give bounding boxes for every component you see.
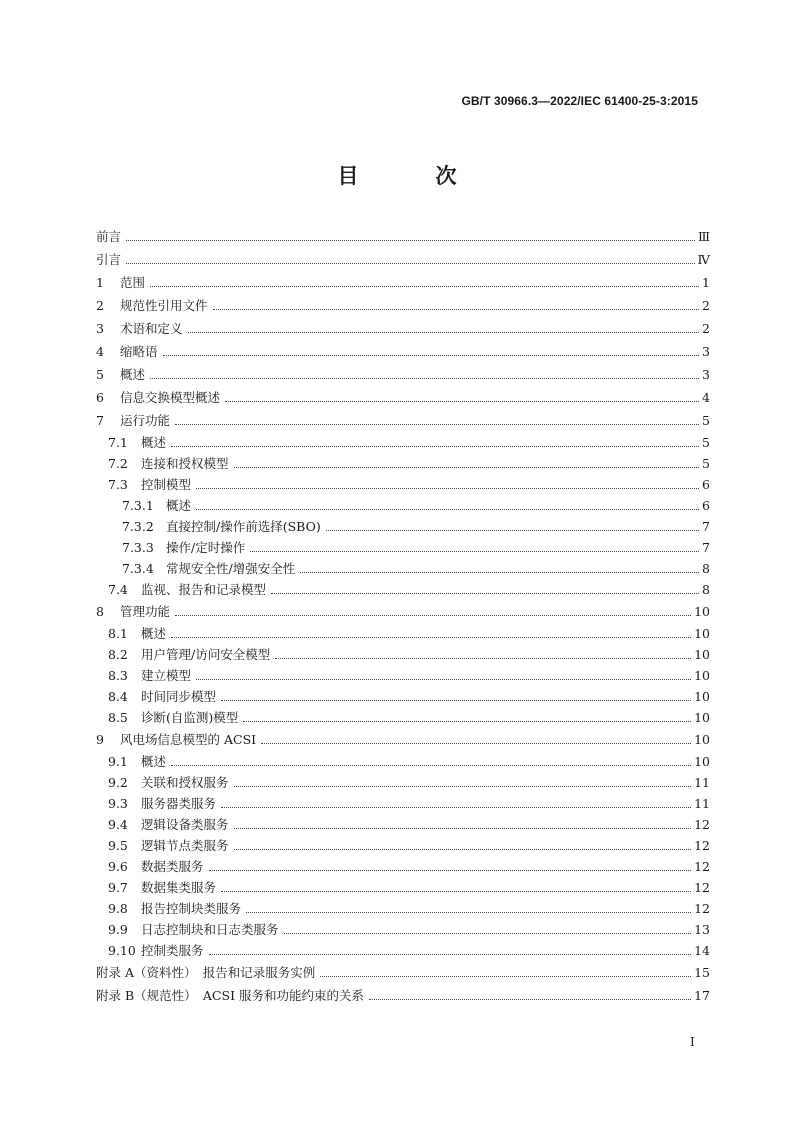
- toc-entry-number: 9.3: [108, 796, 128, 811]
- toc-entry-page: 10: [694, 604, 710, 619]
- toc-entry-number: 7.3: [108, 477, 128, 492]
- toc-entry-title: 概述: [120, 367, 146, 382]
- toc-entry[interactable]: [96, 579, 710, 600]
- toc-leader-dots: [175, 614, 691, 616]
- toc-entry[interactable]: [96, 940, 710, 961]
- toc-leader-dots: [126, 262, 694, 264]
- toc-entry-page: 17: [694, 988, 710, 1003]
- toc-leader-dots: [275, 657, 691, 659]
- toc-entry-title: 引言: [96, 252, 122, 267]
- toc-entry-page: 10: [694, 689, 710, 704]
- toc-entry-page: 10: [694, 710, 710, 725]
- toc-entry[interactable]: [96, 363, 710, 386]
- toc-entry-title: 风电场信息模型的 ACSI: [120, 732, 257, 747]
- toc-entry[interactable]: [96, 898, 710, 919]
- toc-entry-title: 运行功能: [120, 413, 171, 428]
- toc-entry-number: 9.7: [108, 880, 128, 895]
- toc-entry-page: 7: [702, 519, 710, 534]
- toc-leader-dots: [171, 445, 699, 447]
- toc-entry-title: 建立模型: [141, 668, 192, 683]
- toc-entry-page: 10: [694, 668, 710, 683]
- toc-entry-number: 2: [96, 298, 104, 313]
- toc-entry-page: 12: [694, 901, 710, 916]
- toc-entry-title: 术语和定义: [120, 321, 183, 336]
- toc-entry-page: 12: [694, 838, 710, 853]
- toc-entry[interactable]: [96, 728, 710, 751]
- toc-entry[interactable]: [96, 453, 710, 474]
- toc-entry-page: 12: [694, 817, 710, 832]
- toc-entry-title: 数据集类服务: [141, 880, 217, 895]
- toc-entry-title: 概述: [141, 626, 167, 641]
- toc-entry-title: 数据类服务: [141, 859, 204, 874]
- toc-entry-page: 12: [694, 880, 710, 895]
- toc-entry[interactable]: [96, 835, 710, 856]
- toc-entry[interactable]: [96, 225, 710, 248]
- toc-entry-page: 15: [694, 965, 710, 980]
- toc-entry-number: 8: [96, 604, 104, 619]
- toc-entry[interactable]: [96, 248, 710, 271]
- toc-entry-number: 9.8: [108, 901, 128, 916]
- toc-entry[interactable]: [96, 919, 710, 940]
- toc-entry[interactable]: [96, 474, 710, 495]
- toc-entry-page: Ⅲ: [697, 229, 710, 244]
- toc-leader-dots: [196, 508, 699, 510]
- toc-entry-number: 5: [96, 367, 104, 382]
- toc-leader-dots: [246, 911, 691, 913]
- toc-entry[interactable]: [96, 665, 710, 686]
- page-title: 目 次: [337, 164, 485, 188]
- toc-entry-page: 1: [702, 275, 710, 290]
- toc-entry-page: 5: [702, 413, 710, 428]
- toc-leader-dots: [225, 400, 699, 402]
- toc-entry-page: Ⅳ: [697, 252, 710, 267]
- toc-leader-dots: [163, 354, 699, 356]
- toc-entry-number: 9.2: [108, 775, 128, 790]
- toc-entry-title: 时间同步模型: [141, 689, 217, 704]
- toc-entry[interactable]: [96, 386, 710, 409]
- toc-entry-page: 6: [702, 477, 710, 492]
- toc-entry-title: 连接和授权模型: [141, 456, 229, 471]
- toc-entry[interactable]: [96, 751, 710, 772]
- toc-entry[interactable]: [96, 772, 710, 793]
- toc-entry-page: 6: [702, 498, 710, 513]
- toc-entry-number: 9.10: [108, 943, 136, 958]
- toc-entry-title: 控制类服务: [141, 943, 204, 958]
- toc-entry-title: 日志控制块和日志类服务: [141, 922, 279, 937]
- toc-leader-dots: [234, 827, 692, 829]
- toc-entry[interactable]: [96, 294, 710, 317]
- toc-entry-title: 报告控制块类服务: [141, 901, 242, 916]
- toc-leader-dots: [234, 785, 692, 787]
- toc-entry[interactable]: [96, 961, 710, 984]
- toc-entry-number: 7.3.2: [122, 519, 154, 534]
- toc-entry[interactable]: [96, 984, 710, 1007]
- toc-leader-dots: [326, 529, 699, 531]
- toc-leader-dots: [209, 869, 692, 871]
- toc-entry-number: 1: [96, 275, 104, 290]
- toc-leader-dots: [369, 998, 691, 1000]
- toc-entry-number: 9.5: [108, 838, 128, 853]
- toc-leader-dots: [284, 932, 692, 934]
- toc-leader-dots: [171, 764, 691, 766]
- toc-entry-number: 7.1: [108, 435, 128, 450]
- toc-entry-page: 3: [702, 344, 710, 359]
- toc-entry-title: 信息交换模型概述: [120, 390, 221, 405]
- toc-entry-title: 概述: [166, 498, 192, 513]
- toc-leader-dots: [175, 423, 699, 425]
- toc-entry[interactable]: [96, 432, 710, 453]
- toc-entry-page: 8: [702, 561, 710, 576]
- toc-entry[interactable]: [96, 537, 710, 558]
- toc-entry[interactable]: [96, 707, 710, 728]
- toc-entry-page: 2: [702, 298, 710, 313]
- toc-entry-page: 11: [694, 775, 710, 790]
- toc-leader-dots: [221, 890, 691, 892]
- toc-entry[interactable]: [96, 686, 710, 707]
- toc-leader-dots: [271, 592, 699, 594]
- toc-entry-number: 7.3.3: [122, 540, 154, 555]
- table-of-contents: [96, 225, 710, 1007]
- toc-entry-number: 7: [96, 413, 104, 428]
- toc-entry-page: 10: [694, 626, 710, 641]
- toc-entry-page: 7: [702, 540, 710, 555]
- toc-entry-number: 3: [96, 321, 104, 336]
- toc-leader-dots: [171, 636, 691, 638]
- toc-entry-title: 附录 A（资料性） 报告和记录服务实例: [96, 965, 316, 980]
- page-number: I: [690, 1035, 695, 1049]
- toc-leader-dots: [209, 953, 692, 955]
- toc-leader-dots: [243, 720, 691, 722]
- toc-entry-page: 12: [694, 859, 710, 874]
- toc-entry-title: 服务器类服务: [141, 796, 217, 811]
- toc-leader-dots: [213, 308, 699, 310]
- toc-entry-number: 6: [96, 390, 104, 405]
- toc-entry-number: 8.2: [108, 647, 128, 662]
- toc-entry-title: 直接控制/操作前选择(SBO): [166, 519, 321, 534]
- toc-entry-number: 7.2: [108, 456, 128, 471]
- toc-leader-dots: [234, 848, 692, 850]
- toc-entry-page: 5: [702, 435, 710, 450]
- toc-entry-page: 11: [694, 796, 710, 811]
- toc-entry-number: 9.9: [108, 922, 128, 937]
- toc-entry-title: 诊断(自监测)模型: [141, 710, 239, 725]
- toc-entry-number: 9.1: [108, 754, 128, 769]
- toc-entry-number: 4: [96, 344, 104, 359]
- toc-entry[interactable]: [96, 877, 710, 898]
- toc-entry[interactable]: [96, 856, 710, 877]
- toc-entry[interactable]: [96, 558, 710, 579]
- toc-entry[interactable]: [96, 495, 710, 516]
- toc-leader-dots: [188, 331, 699, 333]
- toc-leader-dots: [221, 806, 691, 808]
- toc-entry-title: 逻辑设备类服务: [141, 817, 229, 832]
- toc-entry-title: 缩略语: [120, 344, 158, 359]
- toc-entry-title: 关联和授权服务: [141, 775, 229, 790]
- toc-entry-number: 9.4: [108, 817, 128, 832]
- toc-entry-title: 概述: [141, 754, 167, 769]
- toc-leader-dots: [150, 285, 699, 287]
- toc-entry-title: 用户管理/访问安全模型: [141, 647, 271, 662]
- toc-entry-title: 逻辑节点类服务: [141, 838, 229, 853]
- toc-entry[interactable]: [96, 317, 710, 340]
- toc-entry-title: 监视、报告和记录模型: [141, 582, 267, 597]
- toc-entry[interactable]: [96, 644, 710, 665]
- toc-leader-dots: [250, 550, 699, 552]
- toc-entry-number: 7.3.1: [122, 498, 154, 513]
- toc-leader-dots: [221, 699, 691, 701]
- toc-leader-dots: [126, 239, 695, 241]
- toc-entry-title: 规范性引用文件: [120, 298, 208, 313]
- toc-entry-number: 8.1: [108, 626, 128, 641]
- toc-entry-page: 5: [702, 456, 710, 471]
- toc-entry-page: 10: [694, 732, 710, 747]
- toc-leader-dots: [234, 466, 699, 468]
- toc-entry-number: 9: [96, 732, 104, 747]
- toc-entry-title: 范围: [120, 275, 146, 290]
- toc-entry[interactable]: [96, 516, 710, 537]
- toc-entry[interactable]: [96, 271, 710, 294]
- toc-leader-dots: [150, 377, 699, 379]
- toc-leader-dots: [320, 975, 691, 977]
- toc-entry-page: 10: [694, 647, 710, 662]
- toc-leader-dots: [261, 742, 691, 744]
- toc-entry[interactable]: [96, 409, 710, 432]
- toc-entry-page: 3: [702, 367, 710, 382]
- toc-entry-title: 常规安全性/增强安全性: [166, 561, 296, 576]
- toc-entry-number: 8.3: [108, 668, 128, 683]
- toc-entry-title: 操作/定时操作: [166, 540, 246, 555]
- toc-entry-title: 附录 B（规范性） ACSI 服务和功能约束的关系: [96, 988, 364, 1003]
- toc-entry[interactable]: [96, 340, 710, 363]
- toc-entry-page: 8: [702, 582, 710, 597]
- toc-entry-number: 8.4: [108, 689, 128, 704]
- toc-entry-number: 9.6: [108, 859, 128, 874]
- toc-entry-title: 前言: [96, 229, 122, 244]
- toc-entry-number: 8.5: [108, 710, 128, 725]
- toc-entry-page: 13: [694, 922, 710, 937]
- toc-leader-dots: [300, 571, 699, 573]
- toc-entry-title: 管理功能: [120, 604, 171, 619]
- toc-entry[interactable]: [96, 600, 710, 623]
- toc-entry-title: 概述: [141, 435, 167, 450]
- standard-header: GB/T 30966.3—2022/IEC 61400-25-3:2015: [461, 94, 698, 108]
- toc-leader-dots: [196, 487, 699, 489]
- toc-entry-title: 控制模型: [141, 477, 192, 492]
- toc-entry-page: 14: [694, 943, 710, 958]
- toc-entry[interactable]: [96, 793, 710, 814]
- toc-entry-page: 10: [694, 754, 710, 769]
- toc-entry[interactable]: [96, 623, 710, 644]
- toc-leader-dots: [196, 678, 691, 680]
- toc-entry[interactable]: [96, 814, 710, 835]
- toc-entry-page: 4: [702, 390, 710, 405]
- toc-entry-number: 7.3.4: [122, 561, 154, 576]
- toc-entry-page: 2: [702, 321, 710, 336]
- toc-entry-number: 7.4: [108, 582, 128, 597]
